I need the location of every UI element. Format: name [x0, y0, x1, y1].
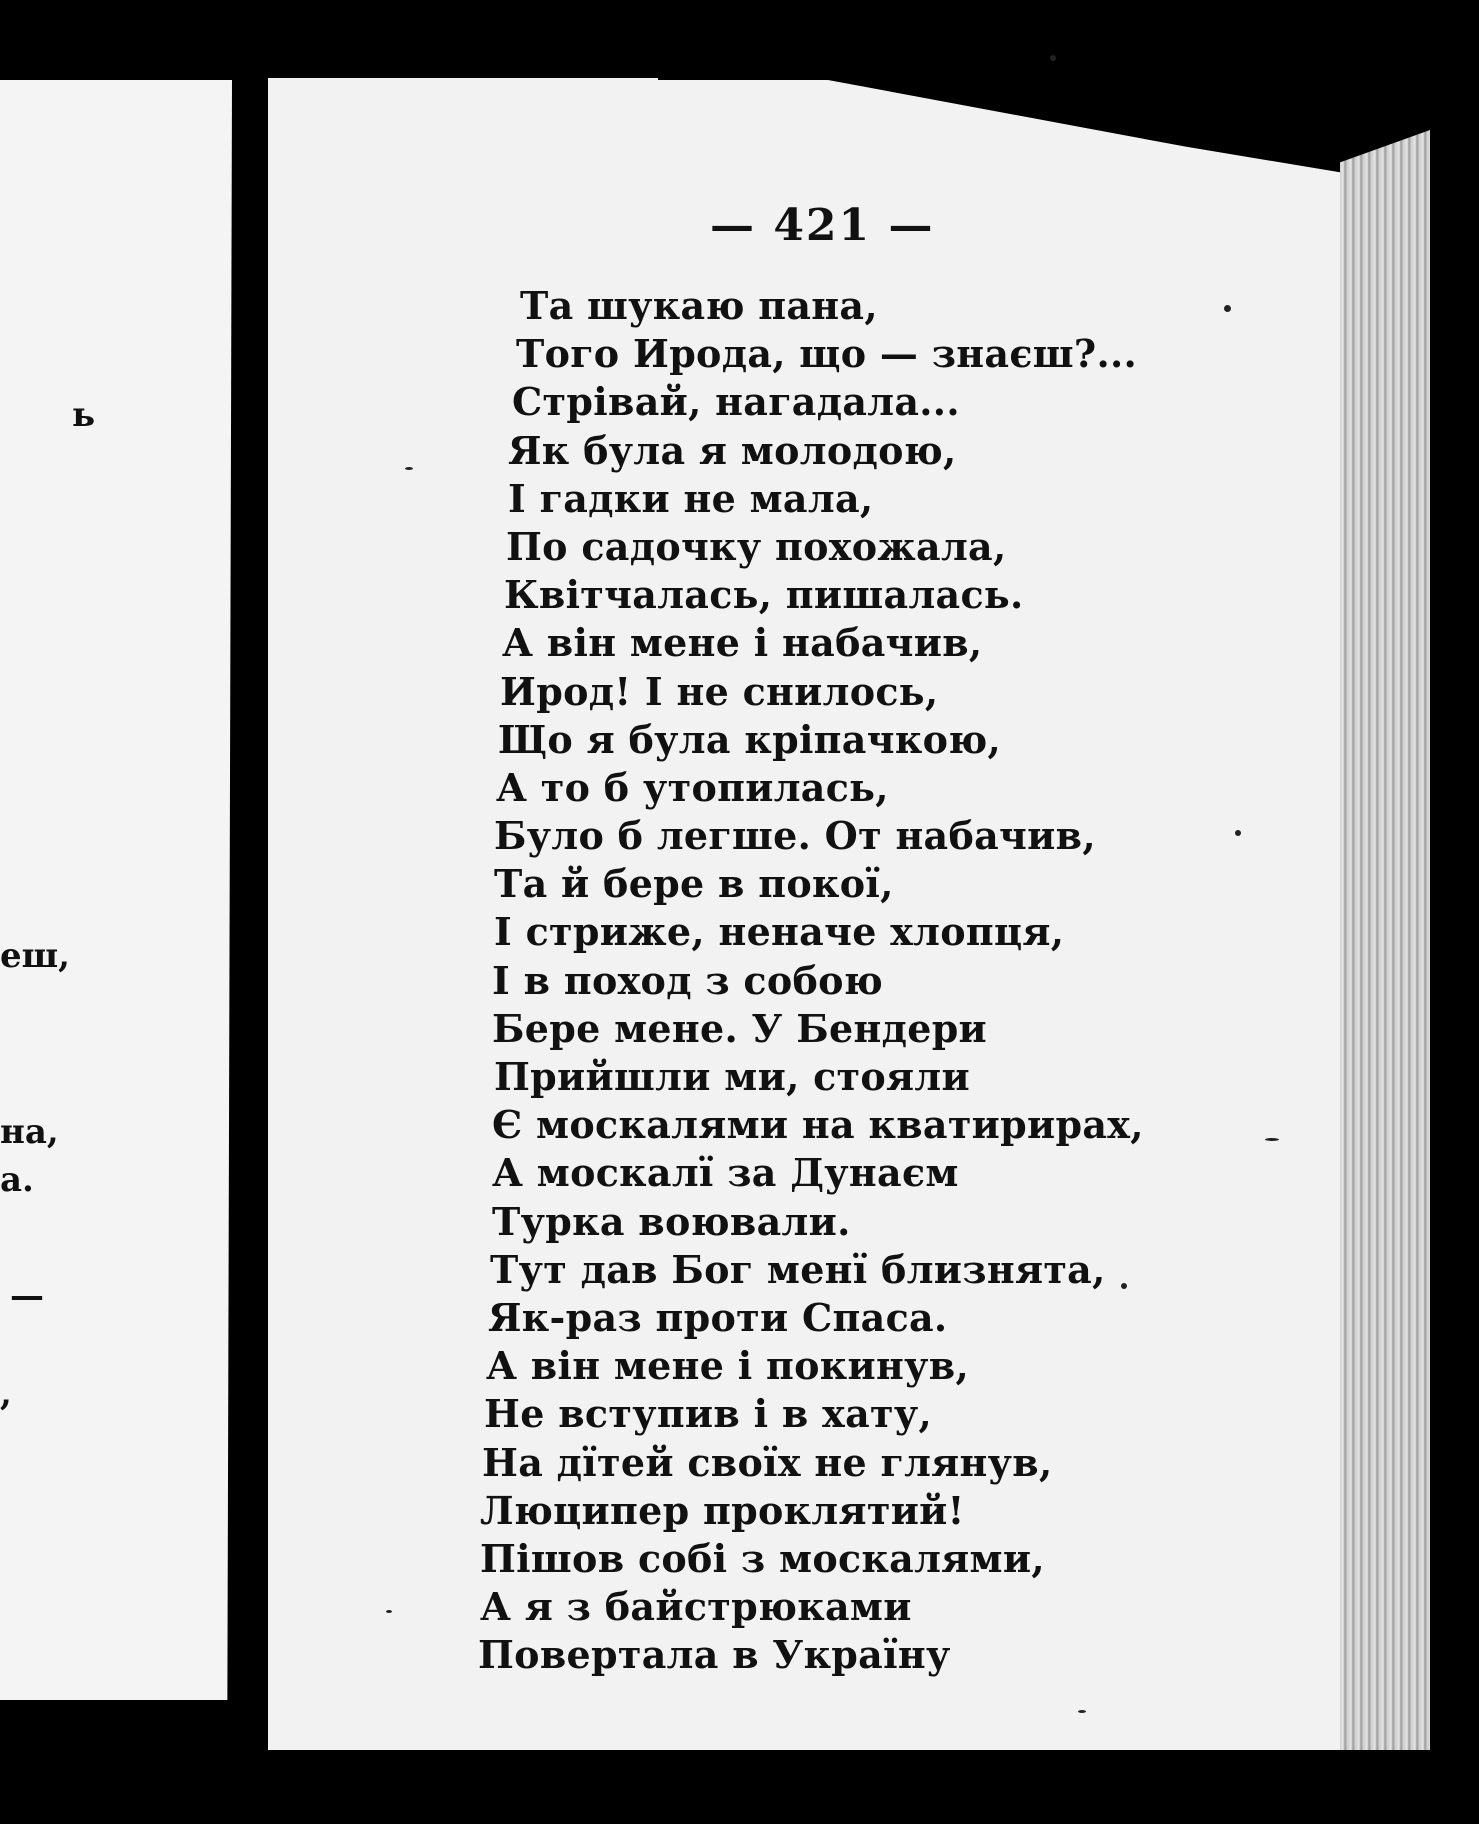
print-speck [1235, 830, 1241, 836]
previous-page [0, 80, 232, 1700]
poem-line: А я з байстрюками [480, 1584, 912, 1630]
left-fragment-2: еш, [0, 936, 71, 976]
poem-line: Як-раз проти Спаса. [488, 1294, 948, 1340]
poem-line: І в поход з собою [492, 957, 884, 1003]
poem-line: Не вступив і в хату, [484, 1391, 933, 1437]
poem-line: Повертала в Україну [478, 1632, 951, 1678]
left-fragment-6: , [0, 1374, 12, 1414]
left-fragment-1: ь [72, 395, 96, 435]
book-gutter [232, 60, 268, 1760]
page-stack-edge [1340, 130, 1430, 1750]
poem-line: Та шукаю пана, [520, 283, 878, 328]
poem-line: Люципер проклятий! [480, 1487, 965, 1533]
poem-line: Є москалями на кватирирах, [492, 1102, 1144, 1148]
print-speck [1121, 1283, 1127, 1289]
poem-text [478, 282, 1144, 1679]
poem-line: А то б утопилась, [496, 764, 889, 810]
poem-line: А він мене і набачив, [502, 620, 983, 666]
print-speck [386, 1610, 392, 1613]
left-fragment-5: — [10, 1276, 44, 1316]
poem-line: А він мене і покинув, [486, 1343, 969, 1389]
poem-line: Пішов собі з москалями, [480, 1535, 1045, 1581]
poem-line: На дїтей своїх не глянув, [482, 1439, 1053, 1485]
poem-line: Стрівай, нагадала... [512, 379, 960, 425]
left-fragment-4: а. [0, 1160, 34, 1200]
page-top-strip [268, 78, 658, 92]
poem-line: Бере мене. У Бендери [492, 1005, 988, 1051]
poem-line: Ирод! І не снилось, [500, 668, 939, 714]
print-speck [1050, 55, 1056, 61]
poem-line: І гадки не мала, [508, 475, 874, 521]
page-number: — 421 — [710, 200, 935, 251]
poem-line: Того Ирода, що — знаєш?... [516, 331, 1138, 377]
poem-line: Та й бере в покої, [494, 861, 894, 907]
poem-line: Що я була кріпачкою, [498, 716, 1002, 762]
poem-line: Прийшли ми, стояли [494, 1054, 971, 1099]
poem-line: Було б легше. От набачив, [494, 813, 1096, 859]
poem-line: Тут дав Бог менї близнята, [490, 1246, 1106, 1292]
print-speck [1224, 305, 1231, 312]
poem-line: Як була я молодою, [508, 427, 957, 473]
poem-line: І стриже, неначе хлопця, [494, 909, 1065, 955]
print-speck [1265, 1138, 1279, 1141]
poem-line: По садочку похожала, [506, 523, 1007, 569]
print-speck [405, 467, 413, 470]
print-speck [1078, 1710, 1086, 1713]
poem-line: Квітчалась, пишалась. [504, 572, 1024, 618]
poem-line: Турка воювали. [492, 1198, 851, 1244]
poem-line: А москалї за Дунаєм [492, 1150, 959, 1196]
left-fragment-3: на, [0, 1112, 59, 1152]
